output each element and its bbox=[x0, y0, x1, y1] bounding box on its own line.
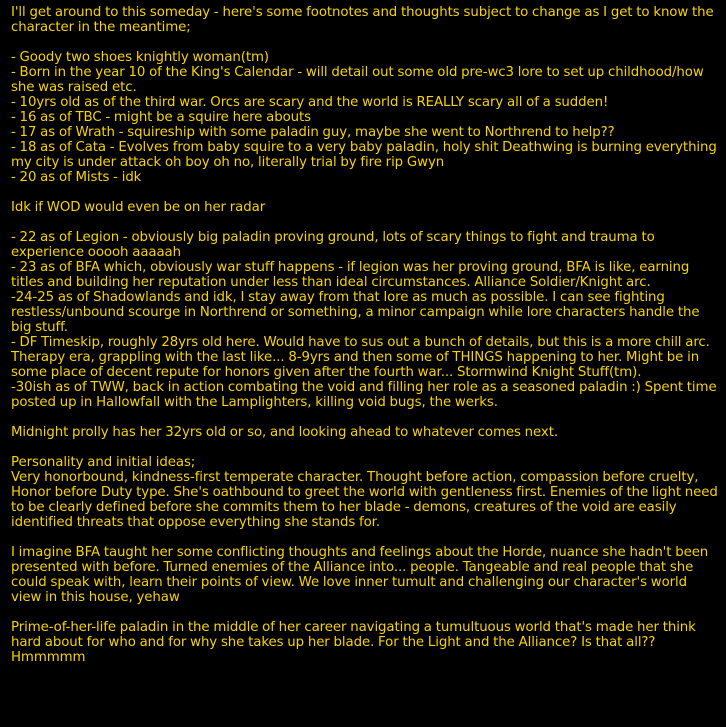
closing-line: Prime-of-her-life paladin in the middle of her career navigating a tumultuous world that's made her think hard about for who and for why she takes up her blade. For the Light and the Alliance? Is that all?? Hmmmmm bbox=[11, 620, 696, 665]
timeline-item-bfa: - 23 as of BFA which, obviously war stuff happens - if legion was her proving ground, BFA is like, earning titles and building her reputation under less than ideal circumstances. Alliance Soldier/Knight arc. bbox=[11, 260, 690, 290]
timeline-item-tbc: - 16 as of TBC - might be a squire here abouts bbox=[11, 110, 311, 125]
timeline-item-dragonflight: - DF Timeskip, roughly 28yrs old here. Would have to sus out a bunch of details, but this is a more chill arc. Therapy era, grappling with the last like... 8-9yrs and then some of THINGS happening to her. Might be in some place of decent repute for honors given after the fourth war... Stormwind Knight Stuff(tm). bbox=[11, 335, 710, 380]
personality-description: Very honorbound, kindness-first temperate character. Thought before action, compassion before cruelty, Honor before Duty type. She's oathbound to greet the world with gentleness first. Enemies of the light need to be clearly defined before she commits them to her blade - demons, creatures of the void are easily identified threats that oppose everything she stands for. bbox=[11, 470, 718, 530]
bfa-reflection-line: I imagine BFA taught her some conflicting thoughts and feelings about the Horde, nuance she hadn't been presented with before. Turned enemies of the Alliance into... people. Tangeable and real people that she could speak with, learn their points of view. We love inner tumult and challenging our character's world view in this house, yehaw bbox=[11, 545, 709, 605]
intro-paragraph bbox=[11, 5, 720, 35]
early-timeline-list bbox=[11, 50, 720, 185]
personality-heading: Personality and initial ideas; bbox=[11, 455, 196, 470]
midnight-line: Midnight prolly has her 32yrs old or so, and looking ahead to whatever comes next. bbox=[11, 425, 558, 440]
wod-paragraph bbox=[11, 200, 720, 215]
timeline-item-tww: -30ish as of TWW, back in action combating the void and filling her role as a seasoned paladin :) Spent time posted up in Hallowfall with the Lamplighters, killing void bugs, the werks. bbox=[11, 380, 717, 410]
character-notes bbox=[11, 5, 720, 665]
timeline-item-mists: - 20 as of Mists - idk bbox=[11, 170, 142, 185]
timeline-item-third-war: - 10yrs old as of the third war. Orcs are scary and the world is REALLY scary all of a sudden! bbox=[11, 95, 609, 110]
timeline-item-wrath: - 17 as of Wrath - squireship with some paladin guy, maybe she went to Northrend to help?? bbox=[11, 125, 615, 140]
timeline-item-shadowlands: -24-25 as of Shadowlands and idk, I stay away from that lore as much as possible. I can see fighting restless/unbound scourge in Northrend or something, a minor campaign while lore characters handle the big stuff. bbox=[11, 290, 700, 335]
intro-line: I'll get around to this someday - here's some footnotes and thoughts subject to change as I get to know the character in the meantime; bbox=[11, 5, 714, 35]
timeline-item-birth: - Born in the year 10 of the King's Calendar - will detail out some old pre-wc3 lore to set up childhood/how she was raised etc. bbox=[11, 65, 704, 95]
closing-paragraph bbox=[11, 620, 720, 665]
wod-line: Idk if WOD would even be on her radar bbox=[11, 200, 266, 215]
midnight-paragraph bbox=[11, 425, 720, 440]
personality-paragraph bbox=[11, 455, 720, 530]
bfa-reflection-paragraph bbox=[11, 545, 720, 605]
timeline-item-goody-two-shoes: - Goody two shoes knightly woman(tm) bbox=[11, 50, 270, 65]
timeline-item-cata: - 18 as of Cata - Evolves from baby squire to a very baby paladin, holy shit Deathwing is burning everything my city is under attack oh boy oh no, literally trial by fire rip Gwyn bbox=[11, 140, 717, 170]
timeline-item-legion: - 22 as of Legion - obviously big paladin proving ground, lots of scary things to fight and trauma to experience ooooh aaaaah bbox=[11, 230, 655, 260]
later-timeline-list bbox=[11, 230, 720, 410]
